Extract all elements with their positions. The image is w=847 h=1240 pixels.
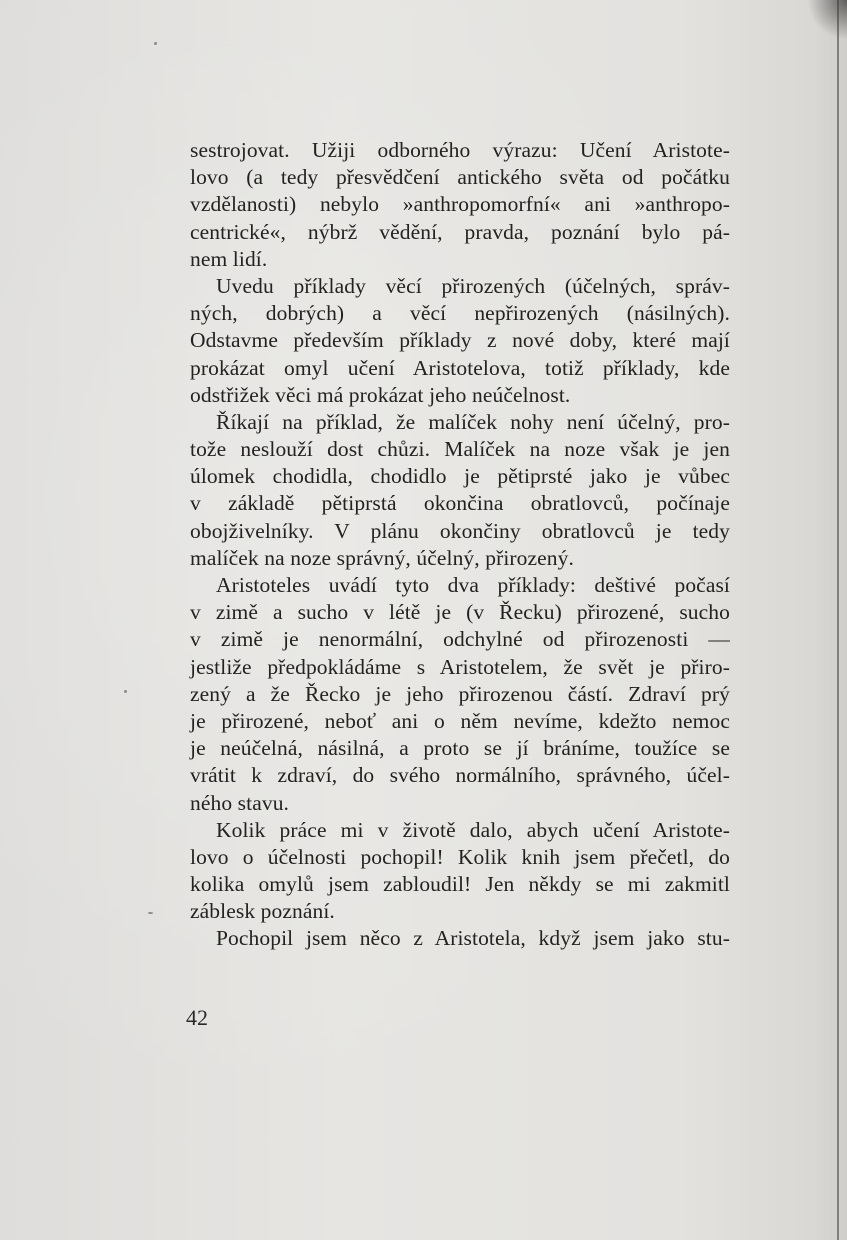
text-line: jestliže předpokládáme s Aristotelem, že svět je přiro-: [190, 654, 730, 679]
text-line: kolika omylů jsem zabloudil! Jen někdy se mi zakmitl: [190, 872, 730, 897]
paper-speck: [124, 690, 127, 693]
page-edge: [837, 0, 839, 1240]
text-line: lovo o účelnosti pochopil! Kolik knih jsem přečetl, do: [190, 844, 730, 869]
text-line: v zimě je nenormální, odchylné od přirozenosti —: [190, 627, 730, 652]
text-line: odstřižek věci má prokázat jeho neúčelnost.: [190, 382, 571, 407]
text-line: vrátit k zdraví, do svého normálního, správného, účel-: [190, 763, 730, 788]
text-line: ného stavu.: [190, 790, 290, 815]
text-line: Říkají na příklad, že malíček nohy není účelný, pro-: [216, 409, 730, 434]
text-line: prokázat omyl učení Aristotelova, totiž příklady, kde: [190, 355, 730, 380]
text-line: v základě pětiprstá okončina obratlovců, počínaje: [190, 491, 730, 516]
text-line: malíček na noze správný, účelný, přirozený.: [190, 545, 574, 570]
text-line: lovo (a tedy přesvědčení antického světa od počátku: [190, 165, 730, 190]
text-line: je přirozené, neboť ani o něm nevíme, kdežto nemoc: [190, 708, 730, 733]
text-line: Kolik práce mi v životě dalo, abych učení Aristote-: [216, 817, 730, 842]
text-line: Pochopil jsem něco z Aristotela, když jsem jako stu-: [216, 926, 730, 951]
text-line: je neúčelná, násilná, a proto se jí bráníme, toužíce se: [190, 736, 730, 761]
text-line: tože neslouží dost chůzi. Malíček na noze však je jen: [190, 437, 730, 462]
text-line: obojživelníky. V plánu okončiny obratlovců je tedy: [190, 518, 730, 543]
text-line: nem lidí.: [190, 246, 268, 271]
paper-speck: [154, 42, 157, 45]
text-line: Aristoteles uvádí tyto dva příklady: deštivé počasí: [216, 573, 730, 597]
text-line: úlomek chodidla, chodidlo je pětiprsté jako je vůbec: [190, 464, 730, 489]
text-line: Odstavme především příklady z nové doby, které mají: [190, 328, 730, 353]
text-line: zený a že Řecko je jeho přirozenou částí. Zdraví prý: [190, 681, 730, 706]
paper-speck: [148, 912, 153, 914]
text-line: záblesk poznání.: [190, 899, 335, 924]
scan-corner-shadow: [807, 0, 847, 40]
body-text: [190, 137, 730, 953]
text-line: centrické«, nýbrž vědění, pravda, poznání bylo pá-: [190, 219, 730, 244]
text-line: ných, dobrých) a věcí nepřirozených (násilných).: [190, 301, 730, 326]
page-number: 42: [186, 1005, 208, 1030]
text-line: v zimě a sucho v létě je (v Řecku) přirozené, sucho: [190, 600, 730, 625]
text-line: vzdělanosti) nebylo »anthropomorfní« ani »anthropo-: [190, 192, 730, 217]
text-line: sestrojovat. Užiji odborného výrazu: Učení Aristote-: [190, 138, 730, 162]
text-line: Uvedu příklady věcí přirozených (účelných, správ-: [216, 273, 730, 298]
